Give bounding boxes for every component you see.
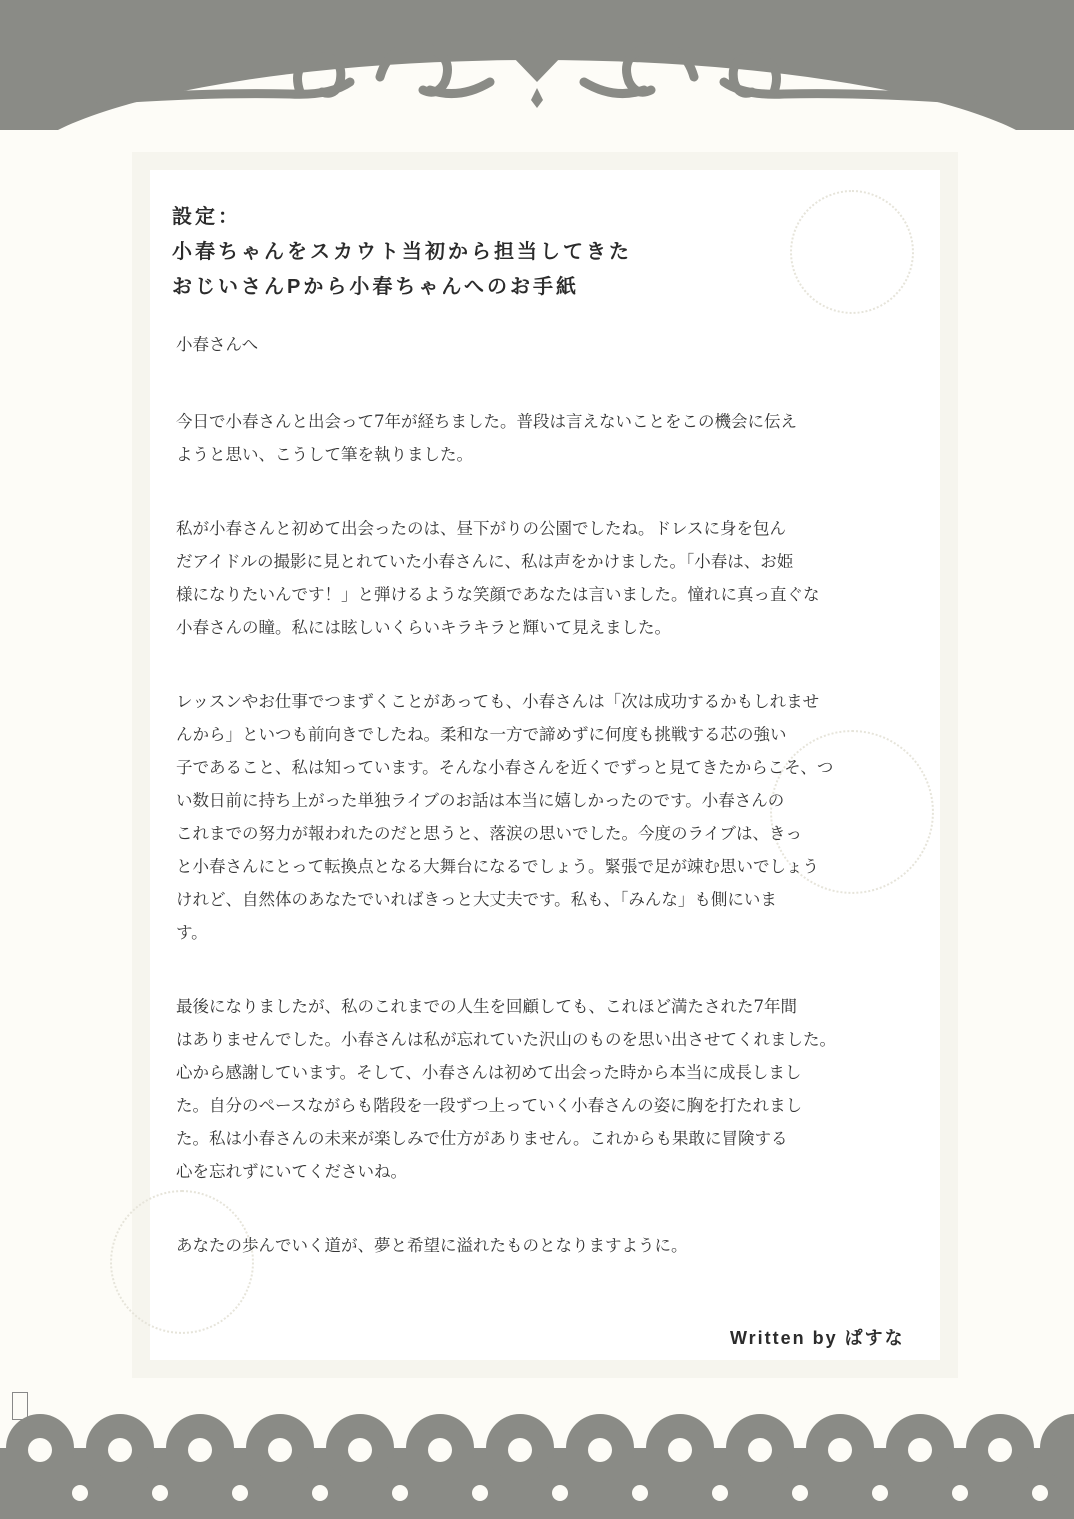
text-line: 私が小春さんと初めて出会ったのは、昼下がりの公園でしたね。ドレスに身を包ん: [176, 519, 787, 538]
text-line: 心を忘れずにいてくださいね。: [176, 1162, 407, 1181]
text-line: あなたの歩んでいく道が、夢と希望に溢れたものとなりますように。: [176, 1236, 688, 1255]
text-line: 様になりたいんです！」と弾けるような笑顔であなたは言いました。憧れに真っ直ぐな: [176, 585, 820, 604]
text-line: はありませんでした。小春さんは私が忘れていた沢山のものを思い出させてくれました。: [176, 1030, 836, 1049]
text-line: い数日前に持ち上がった単独ライブのお話は本当に嬉しかったのです。小春さんの: [176, 791, 785, 810]
text-line: これまでの努力が報われたのだと思うと、落涙の思いでした。今度のライブは、きっ: [176, 824, 803, 843]
paragraph: [176, 405, 896, 471]
paragraph: [176, 990, 896, 1188]
lace-border-icon: [0, 1398, 1074, 1519]
heading-line: おじいさんPから小春ちゃんへのお手紙: [172, 276, 579, 298]
text-line: レッスンやお仕事でつまずくことがあっても、小春さんは「次は成功するかもしれませ: [176, 692, 820, 711]
text-line: す。: [176, 923, 208, 942]
text-line: だアイドルの撮影に見とれていた小春さんに、私は声をかけました。「小春は、お姫: [176, 552, 794, 571]
text-line: 最後になりましたが、私のこれまでの人生を回顧しても、これほど満たされた7年間: [176, 997, 797, 1016]
text-line: と小春さんにとって転換点となる大舞台になるでしょう。緊張で足が竦む思いでしょう: [176, 857, 820, 876]
paragraph: [176, 512, 896, 644]
heart-icon: [508, 32, 565, 82]
text-line: ようと思い、こうして筆を執りました。: [176, 445, 473, 464]
text-line: 子であること、私は知っています。そんな小春さんを近くでずっと見てきたからこそ、つ: [176, 758, 834, 777]
text-line: んから」といつも前向きでしたね。柔和な一方で諦めずに何度も挑戦する芯の強い: [176, 725, 787, 744]
letter-heading: [172, 200, 932, 305]
text-line: た。私は小春さんの未来が楽しみで仕方がありません。これからも果敢に冒険する: [176, 1129, 788, 1148]
scroll-ornament-icon: [90, 22, 984, 112]
text-line: 小春さんの瞳。私には眩しいくらいキラキラと輝いて見えました。: [176, 618, 671, 637]
heading-line: 小春ちゃんをスカウト当初から担当してきた: [172, 241, 632, 263]
paragraph: [176, 685, 896, 949]
signature: Written by ぱすな: [730, 1328, 905, 1348]
paragraph: [176, 1229, 896, 1262]
text-line: た。自分のペースながらも階段を一段ずつ上っていく小春さんの姿に胸を打たれまし: [176, 1096, 803, 1115]
text-line: けれど、自然体のあなたでいればきっと大丈夫です。私も、「みんな」も側にいま: [176, 890, 777, 909]
text-line: 心から感謝しています。そして、小春さんは初めて出会った時から本当に成長しまし: [176, 1063, 802, 1082]
letter-body: [176, 328, 896, 1303]
salutation: 小春さんへ: [176, 335, 259, 354]
text-line: 今日で小春さんと出会って7年が経ちました。普段は言えないことをこの機会に伝え: [176, 412, 797, 431]
heading-line: 設定：: [172, 206, 241, 228]
